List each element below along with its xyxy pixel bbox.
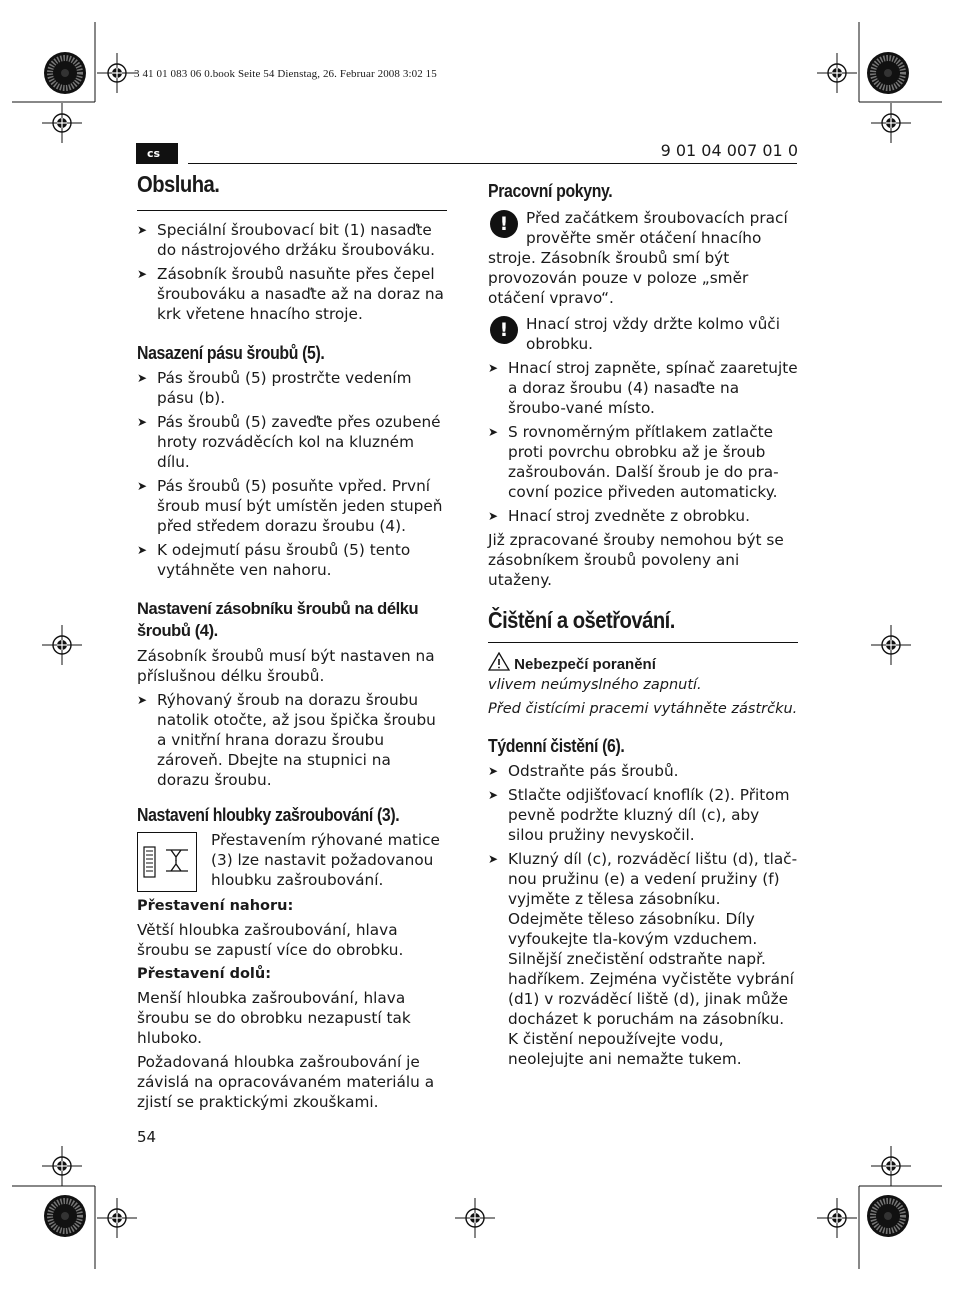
hloubka-block	[137, 830, 447, 896]
list-item: ➤ Pás šroubů (5) prostrčte vedením pásu (b).	[137, 368, 447, 408]
list-item: ➤ Odstraňte pás šroubů.	[488, 761, 798, 781]
right-column	[488, 180, 798, 1073]
heading-pracovni: Pracovní pokyny.	[488, 181, 613, 201]
list-item: ➤ Hnací stroj zapněte, spínač zaaretujte a doraz šroubu (4) nasaďte na šroubo-vané místo.	[488, 358, 798, 418]
list-item: ➤ S rovnoměrným přítlakem zatlačte proti povrchu obrobku až je šroub zašroubován. Další šroub je do pra-covní pozice přiveden automaticky.	[488, 422, 798, 502]
pracovni-steps	[488, 358, 798, 526]
warning-text: Před začátkem šroubovacích prací prověřte směr otáčení hnacího stroje. Zásobník šroubů smí být provozován pouze v poloze „směr otáčení vpravo“.	[488, 209, 788, 307]
heading-zasobnik: Nastavení zásobníku šroubů na délku šroubů (4).	[137, 600, 419, 640]
exclamation-icon: !	[490, 210, 518, 238]
list-item: ➤ Stlačte odjišťovací knoflík (2). Přitom pevně podržte kluzný díl (c), aby silou pružiny nevyskočil.	[488, 785, 798, 845]
warning-text: Hnací stroj vždy držte kolmo vůči obrobku.	[526, 315, 780, 353]
document-number: 9 01 04 007 01 0	[660, 141, 798, 160]
list-item: ➤ K odejmutí pásu šroubů (5) tento vytáhněte ven nahoru.	[137, 540, 447, 580]
zasobnik-steps	[137, 690, 447, 790]
heading-nasazeni: Nasazení pásu šroubů (5).	[137, 343, 325, 363]
heading-tydenni: Týdenní čistění (6).	[488, 736, 625, 756]
list-item: ➤ Kluzný díl (c), rozváděcí lištu (d), tlač-nou pružinu (e) a vedení pružiny (f) vyjměte z tělesa zásobníku. Odejměte těleso zásobníku. Díly vyfoukejte tla-kovým vzduchem. Silnější znečistění odstraňte např. hadříkem. Zejména vyčistěte vybrání (d1) v rozváděcí liště (d), jinak může docházet k poruchám na zásobníku. K čistění nepoužívejte vodu, neolejujte ani nemažte tukem.	[488, 849, 798, 1069]
list-item: ➤ Hnací stroj zvedněte z obrobku.	[488, 506, 798, 526]
danger-line-1: vlivem neúmyslného zapnutí.	[488, 677, 702, 693]
danger-line-2: Před čistícími pracemi vytáhněte zástrčku.	[488, 701, 798, 717]
section-title-cisteni: Čištění a ošetřování.	[488, 607, 675, 633]
warning-triangle-icon	[488, 652, 510, 671]
page-number: 54	[137, 1128, 157, 1146]
exclamation-icon: !	[490, 316, 518, 344]
danger-heading	[488, 652, 798, 675]
title-rule	[137, 210, 447, 211]
hloubka-text: Přestavením rýhované matice (3) lze nastavit požadovanou hloubku zašroubování.	[211, 831, 440, 889]
dolu-label: Přestavení dolů:	[137, 966, 272, 982]
header-rule	[188, 163, 797, 164]
nahoru-text: Větší hloubka zašroubování, hlava šroubu se zapustí více do obrobku.	[137, 921, 404, 959]
warning-perpendicular	[488, 314, 798, 354]
list-item: ➤ Speciální šroubovací bit (1) nasaďte do nástrojového držáku šroubováku.	[137, 220, 447, 260]
heading-hloubka: Nastavení hloubky zašroubování (3).	[137, 805, 400, 825]
section-title-obsluha: Obsluha.	[137, 171, 220, 197]
list-item: ➤ Zásobník šroubů nasuňte přes čepel šroubováku a nasaďte až na doraz na krk vřetene hnacího stroje.	[137, 264, 447, 324]
language-tab: cs	[136, 143, 178, 164]
warning-direction	[488, 208, 798, 308]
nasazeni-steps	[137, 368, 447, 580]
list-item: ➤ Pás šroubů (5) posuňte vpřed. První šroub musí být umístěn jeden stupeň před středem dorazu šroubu (4).	[137, 476, 447, 536]
zasobnik-text: Zásobník šroubů musí být nastaven na příslušnou délku šroubů.	[137, 647, 435, 685]
list-item: ➤ Pás šroubů (5) zaveďte přes ozubené hroty rozváděcích kol na kluzném dílu.	[137, 412, 447, 472]
obsluha-steps	[137, 220, 447, 324]
depth-adjust-icon	[137, 832, 197, 892]
dolu-text: Menší hloubka zašroubování, hlava šroubu se do obrobku nezapustí tak hluboko.	[137, 989, 411, 1047]
pracovni-note: Již zpracované šrouby nemohou být se zásobníkem šroubů povoleny ani utaženy.	[488, 531, 784, 589]
list-item: ➤ Rýhovaný šroub na dorazu šroubu natolik otočte, až jsou špička šroubu a vnitřní hrana dorazu šroubu zároveň. Dbejte na stupnici na dorazu šroubu.	[137, 690, 447, 790]
left-column	[137, 171, 447, 1116]
title-rule	[488, 642, 798, 643]
book-info-line: 3 41 01 083 06 0.book Seite 54 Dienstag, 26. Februar 2008 3:02 15	[134, 68, 437, 80]
hloubka-final: Požadovaná hloubka zašroubování je závislá na opracovávaném materiálu a zjistí se praktickými zkouškami.	[137, 1053, 435, 1111]
tydenni-steps	[488, 761, 798, 1069]
nahoru-label: Přestavení nahoru:	[137, 898, 294, 914]
danger-heading-text: Nebezpečí poranění	[514, 656, 656, 673]
